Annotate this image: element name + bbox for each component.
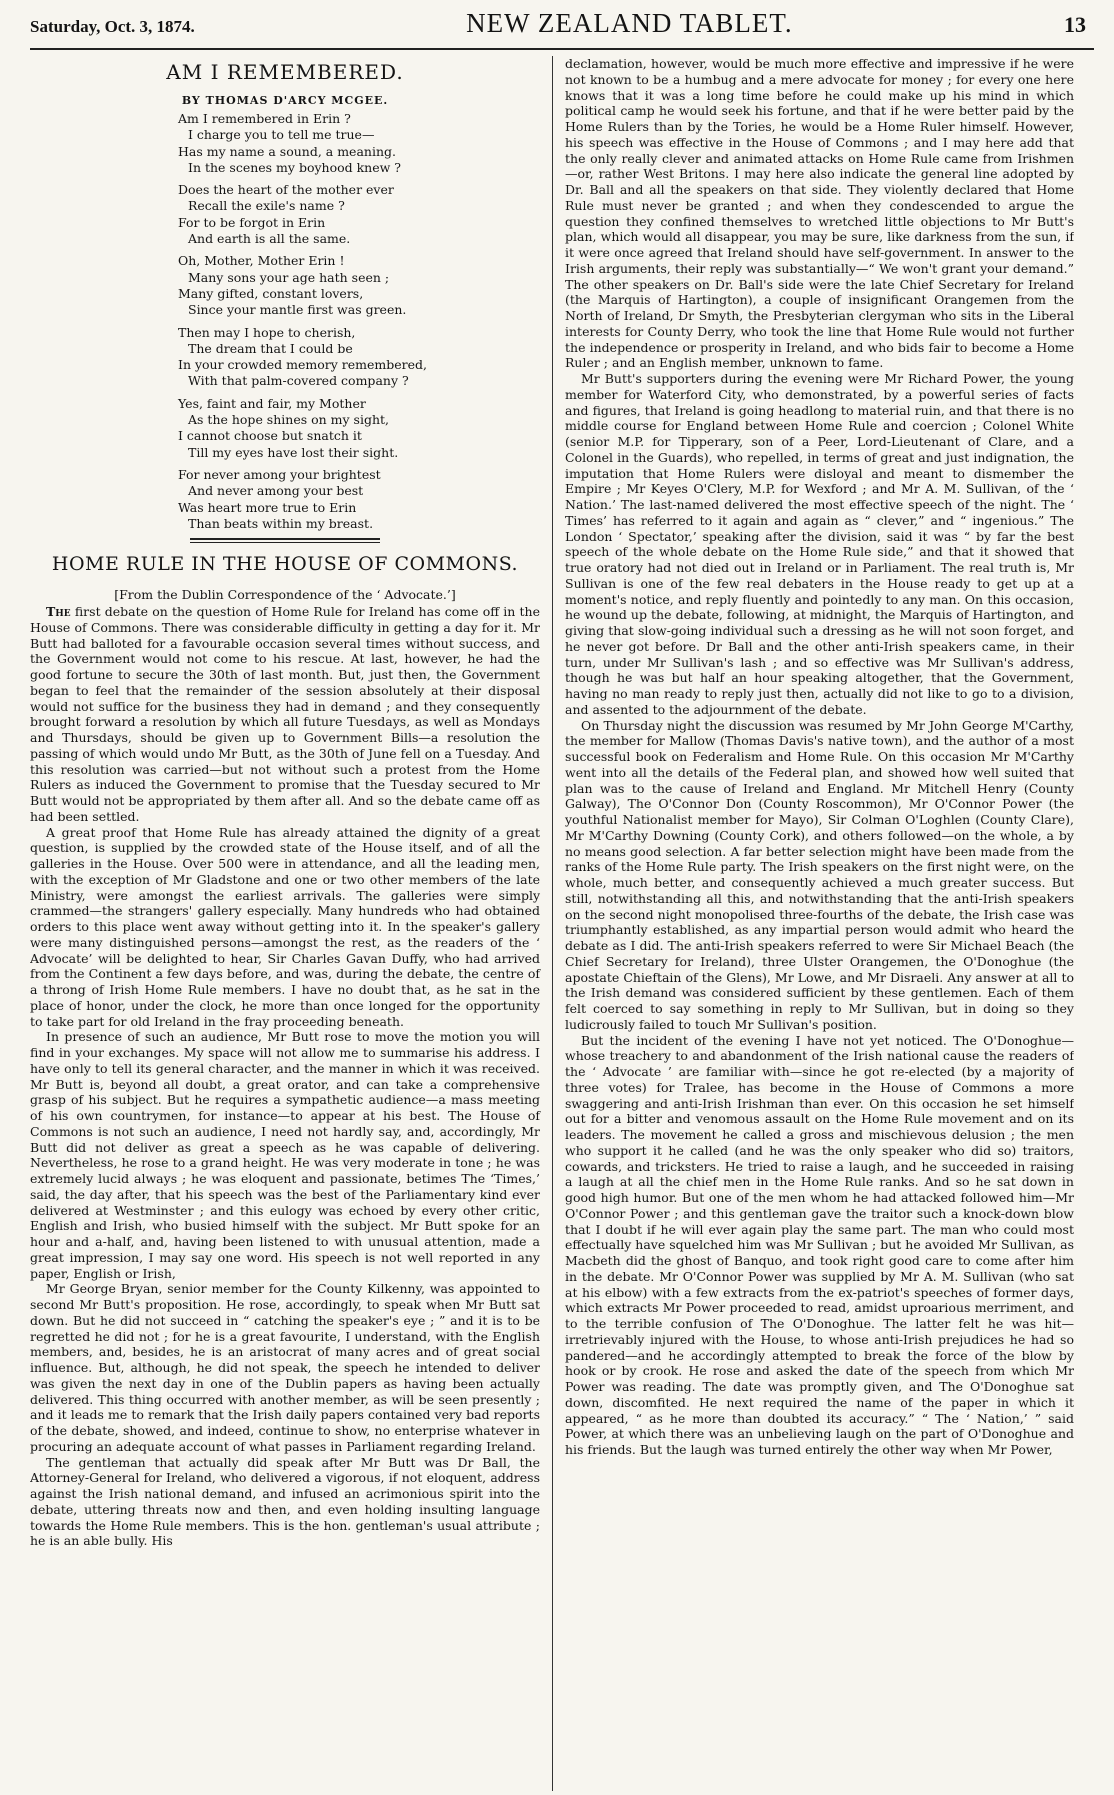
poem-line: Yes, faint and fair, my Mother [178, 395, 366, 411]
newspaper-title: NEW ZEALAND TABLET. [466, 8, 793, 38]
article-source-note: [From the Dublin Correspondence of the ‘ Advocate.’] [114, 587, 456, 603]
article-paragraph: Mr Butt's supporters during the evening were Mr Richard Power, the young member for Waterford City, who demonstrated, by a powerful series of facts and figures, that Ireland is going headlong to material ruin, and that there is no middle course for England between Home Rule and coercion ; Colonel White (senior M.P. for Tipperary, son of a Peer, Lord-Lieutenant of Clare, and a Colonel in the Guards), who repelled, in terms of great and just indignation, the imputation that Home Rulers were disloyal and meant to dismember the Empire ; Mr Keyes O'Clery, M.P. for Wexford ; and Mr A. M. Sullivan, of the ‘ Nation.’ The last-named delivered the most effective speech of the night. The ‘ Times’ has referred to it again and again as “ clever,” and “ ingenious.” The London ‘ Spectator,’ speaking after the division, said it was “ by far the best speech of the whole debate on the Home Rule side,” and that it showed that true oratory had not died out in Ireland or in Parliament. The real truth is, Mr Sullivan is one of the few real debaters in the House ready to get up at a moment's notice, and reply fluently and pointedly to any man. On this occasion, he wound up the debate, following, at midnight, the Marquis of Hartington, and giving that slow-going individual such a dressing as he will not soon forget, and he never got before. Dr Ball and the other anti-Irish speakers came, in their turn, under Mr Sullivan's lash ; and so effective was Mr Sullivan's address, though he was but half an hour speaking altogether, that the Government, having no man ready to reply just then, actually did not like to go to a division, and assented to the adjournment of the debate. [565, 371, 1074, 717]
poem-line: As the hope shines on my sight, [188, 412, 390, 428]
poem-stanza [30, 325, 540, 390]
poem-line: I cannot choose but snatch it [178, 428, 362, 444]
poem-line: Many gifted, constant lovers, [178, 285, 364, 301]
poem-line: Than beats within my breast. [188, 515, 374, 531]
article-title: HOME RULE IN THE HOUSE OF COMMONS. [51, 553, 519, 576]
poem-stanza [30, 111, 540, 176]
poem-title: AM I REMEMBERED. [166, 60, 404, 84]
article-paragraph: declamation, however, would be much more effective and impressive if he were not known to be a humbug and a mere advocate for money ; for every one here knows that it was a long time before he could make up his mind in which political camp he would seek his fortune, and that if he were better paid by the Home Rulers than by the Tories, he would be a Home Ruler himself. However, his speech was effective in the House of Commons ; and I may here add that the only really clever and animated attacks on Home Rule came from Irishmen—or, rather West Britons. I may here also indicate the general line adopted by Dr. Ball and all the speakers on that side. They violently declared that Home Rule must never be granted ; and when they condescended to argue the question they confined themselves to wretched little objections to Mr Butt's plan, which would all disappear, you may be sure, like darkness from the sun, if it were once agreed that Ireland should have self-government. In answer to the Irish arguments, their reply was substantially—“ We won't grant your demand.” The other speakers on Dr. Ball's side were the late Chief Secretary for Ireland (the Marquis of Hartington), a couple of insignificant Orangemen from the North of Ireland, Dr Smyth, the Presbyterian clergyman who sits in the Liberal interests for County Derry, who took the line that Home Rule would not further the independence or prosperity in Ireland, and who bids fair to become a Home Ruler ; and an English member, unknown to fame. [565, 56, 1074, 371]
poem-line: Since your mantle first was green. [188, 302, 407, 318]
poem-line: Till my eyes have lost their sight. [188, 444, 399, 460]
poem-line: For to be forgot in Erin [178, 214, 326, 230]
page-number: 13 [1063, 12, 1086, 37]
poem-line: Does the heart of the mother ever [178, 182, 394, 198]
section-divider [190, 538, 380, 543]
poem-line: Many sons your age hath seen ; [188, 269, 390, 285]
poem-line: Then may I hope to cherish, [178, 324, 356, 340]
article-text-right [565, 56, 1074, 1458]
masthead [30, 8, 1094, 50]
issue-date: Saturday, Oct. 3, 1874. [30, 17, 195, 36]
article-paragraph: But the incident of the evening I have not yet noticed. The O'Donoghue—whose treachery to and abandonment of the Irish national cause the readers of the ‘ Advocate ’ are familiar with—since he got re-elected (by a majority of three votes) for Tralee, has become in the House of Commons a more swaggering and anti-Irish Irishman than ever. On this occasion he set himself out for a bitter and venomous assault on the Home Rule movement and on its leaders. The movement he called a gross and mischievous delusion ; the men who support it he called (and he was the only speaker who did so) traitors, cowards, and tricksters. He tried to raise a laugh, and he succeeded in raising a laugh at all the chief men in the Home Rule ranks. And so he sat down in good high humor. But one of the men whom he had attacked followed him—Mr O'Connor Power ; and this gentleman gave the traitor such a knock-down blow that I doubt if he will ever again play the same part. The man who could most effectually have squelched him was Mr Sullivan ; but he avoided Mr Sullivan, as Macbeth did the ghost of Banquo, and took right good care to come after him in the debate. Mr O'Connor Power was supplied by Mr A. M. Sullivan (who sat at his elbow) with a few extracts from the ex-patriot's speeches of former days, which extracts Mr Power proceeded to read, amidst uproarious merriment, and to the terrible confusion of The O'Donoghue. The latter felt he was hit—irretrievably injured with the House, to whose anti-Irish prejudices he had so pandered—and he accordingly attempted to break the force of the blow by hook or by crook. He rose and asked the date of the speech from which Mr Power was reading. The date was promptly given, and The O'Donoghue sat down, discomfited. He next required the name of the paper in which it appeared, “ as he more than doubted its accuracy.” “ The ‘ Nation,’ ” said Power, at which there was an unbelieving laugh on the part of O'Donoghue and his friends. But the laugh was turned entirely the other way when Mr Power, [565, 1032, 1074, 1457]
poem-stanza [30, 467, 540, 532]
poem-line: With that palm-covered company ? [188, 373, 409, 389]
article-text-left [30, 604, 540, 1549]
poem-line: For never among your brightest [178, 466, 381, 482]
poem-byline: BY THOMAS D'ARCY MCGEE. [181, 94, 389, 107]
poem-line: Am I remembered in Erin ? [178, 111, 351, 126]
lead-word: The [46, 604, 71, 620]
article-paragraph [30, 604, 540, 825]
poem-line: Oh, Mother, Mother Erin ! [178, 253, 345, 269]
right-column [552, 56, 1074, 1791]
poem-line: In the scenes my boyhood knew ? [188, 159, 402, 175]
poem-line: I charge you to tell me true— [188, 127, 375, 143]
poem-line: Was heart more true to Erin [178, 499, 357, 515]
columns [30, 56, 1094, 1791]
poem-line: In your crowded memory remembered, [178, 357, 427, 373]
poem-stanza [30, 396, 540, 461]
poem-stanza [30, 182, 540, 247]
poem-line: And earth is all the same. [188, 231, 351, 247]
article-paragraph: On Thursday night the discussion was resumed by Mr John George M'Carthy, the member for Mallow (Thomas Davis's native town), and the author of a most successful book on Federalism and Home Rule. On this occasion Mr M'Carthy went into all the details of the Federal plan, and showed how well suited that plan was to the cause of Ireland and England. Mr Mitchell Henry (County Galway), The O'Connor Don (County Roscommon), Mr O'Connor Power (the youthful Nationalist member for Mayo), Sir Colman O'Loghlen (County Clare), Mr M'Carthy Downing (County Cork), and others followed—on the whole, a by no means good selection. A far better selection might have been made from the ranks of the Home Rule party. The Irish speakers on the first night were, on the whole, much better, and consequently achieved a much greater success. But still, notwithstanding all this, and notwithstanding that the anti-Irish speakers on the second night monopolised three-fourths of the debate, the Irish case was triumphantly established, as any impartial person would admit who heard the debate as I did. The anti-Irish speakers referred to were Sir Michael Beach (the Chief Secretary for Ireland), three Ulster Orangemen, the O'Donoghue (the apostate Chieftain of the Glens), Mr Lowe, and Mr Disraeli. Any answer at all to the Irish demand was considered sufficient by these gentlemen. Each of them felt coerced to say something in reply to Mr Sullivan, but in doing so they ludicrously failed to touch Mr Sullivan's position. [565, 717, 1074, 1032]
left-column [30, 56, 552, 1791]
poem-line: Recall the exile's name ? [188, 198, 345, 214]
poem-body [30, 111, 540, 532]
article-paragraph: In presence of such an audience, Mr Butt rose to move the motion you will find in your exchanges. My space will not allow me to summarise his address. I have only to tell its general character, and the manner in which it was received. Mr Butt is, beyond all doubt, a great orator, and can take a comprehensive grasp of his subject. But he requires a sympathetic audience—a mass meeting of his own countrymen, for instance—to appear at his best. The House of Commons is not such an audience, I need not hardly say, and, accordingly, Mr Butt did not deliver as great a speech as he was capable of delivering. Nevertheless, he rose to a grand height. He was very moderate in tone ; he was extremely lucid always ; he was eloquent and passionate, betimes The ‘Times,’ said, the day after, that his speech was the best of the Parliamentary kind ever delivered at Westminster ; and this eulogy was echoed by every other critic, English and Irish, who busied himself with the subject. Mr Butt spoke for an hour and a-half, and, having been listened to with unusual attention, made a great impression, I may say one word. His speech is not well reported in any paper, English or Irish, [30, 1029, 540, 1281]
poem-line: The dream that I could be [188, 340, 353, 356]
poem-line: Has my name a sound, a meaning. [178, 143, 396, 159]
article-paragraph: The gentleman that actually did speak after Mr Butt was Dr Ball, the Attorney-General for Ireland, who delivered a vigorous, if not eloquent, address against the Irish national demand, and infused an acrimonious spirit into the debate, uttering threats now and then, and even holding insulting language towards the Home Rule members. This is the hon. gentleman's usual attribute ; he is an able bully. His [30, 1454, 540, 1549]
poem-line: And never among your best [188, 483, 364, 499]
paragraph-text: first debate on the question of Home Rule for Ireland has come off in the House of Commons. There was considerable difficulty in getting a day for it. Mr Butt had balloted for a favourable occasion several times without success, and the Government would not come to his rescue. At last, however, he had the good fortune to secure the 30th of last month. But, just then, the Government began to feel that the remainder of the session absolutely at their disposal would not suffice for the business they had in demand ; and they consequently brought forward a resolution by which all future Tuesdays, as well as Mondays and Thursdays, should be given up to Government Bills—a resolution the passing of which would undo Mr Butt, as the 30th of June fell on a Tuesday. And this resolution was carried—but not without such a protest from the Home Rulers as induced the Government to promise that the Tuesday secured to Mr Butt would not be appropriated by them after all. And so the debate came off as had been settled. [30, 604, 540, 824]
article-paragraph: A great proof that Home Rule has already attained the dignity of a great question, is supplied by the crowded state of the House itself, and of all the galleries in the House. Over 500 were in attendance, and all the leading men, with the exception of Mr Gladstone and one or two other members of the late Ministry, were amongst the earliest arrivals. The galleries were simply crammed—the strangers' gallery especially. Many hundreds who had obtained orders to this place went away without getting into it. In the speaker's gallery were many distinguished persons—amongst the rest, as the readers of the ‘ Advocate’ will be delighted to hear, Sir Charles Gavan Duffy, who had arrived from the Continent a few days before, and was, during the debate, the centre of a throng of Irish Home Rule members. I have no doubt that, as he sat in the place of honor, under the clock, he more than once longed for the opportunity to take part for old Ireland in the fray proceeding beneath. [30, 824, 540, 1029]
article-paragraph: Mr George Bryan, senior member for the County Kilkenny, was appointed to second Mr Butt's proposition. He rose, accordingly, to speak when Mr Butt sat down. But he did not succeed in “ catching the speaker's eye ; ” and it is to be regretted he did not ; for he is a great favourite, I understand, with the English members, and, besides, he is an aristocrat of many acres and of great social influence. But, although, he did not speak, the speech he intended to deliver was given the next day in one of the Dublin papers as having been actually delivered. This thing occurred with another member, as will be seen presently ; and it leads me to remark that the Irish daily papers contained very bad reports of the debate, showed, and indeed, continue to show, no enterprise whatever in procuring an adequate account of what passes in Parliament regarding Ireland. [30, 1281, 540, 1454]
poem-stanza [30, 253, 540, 318]
